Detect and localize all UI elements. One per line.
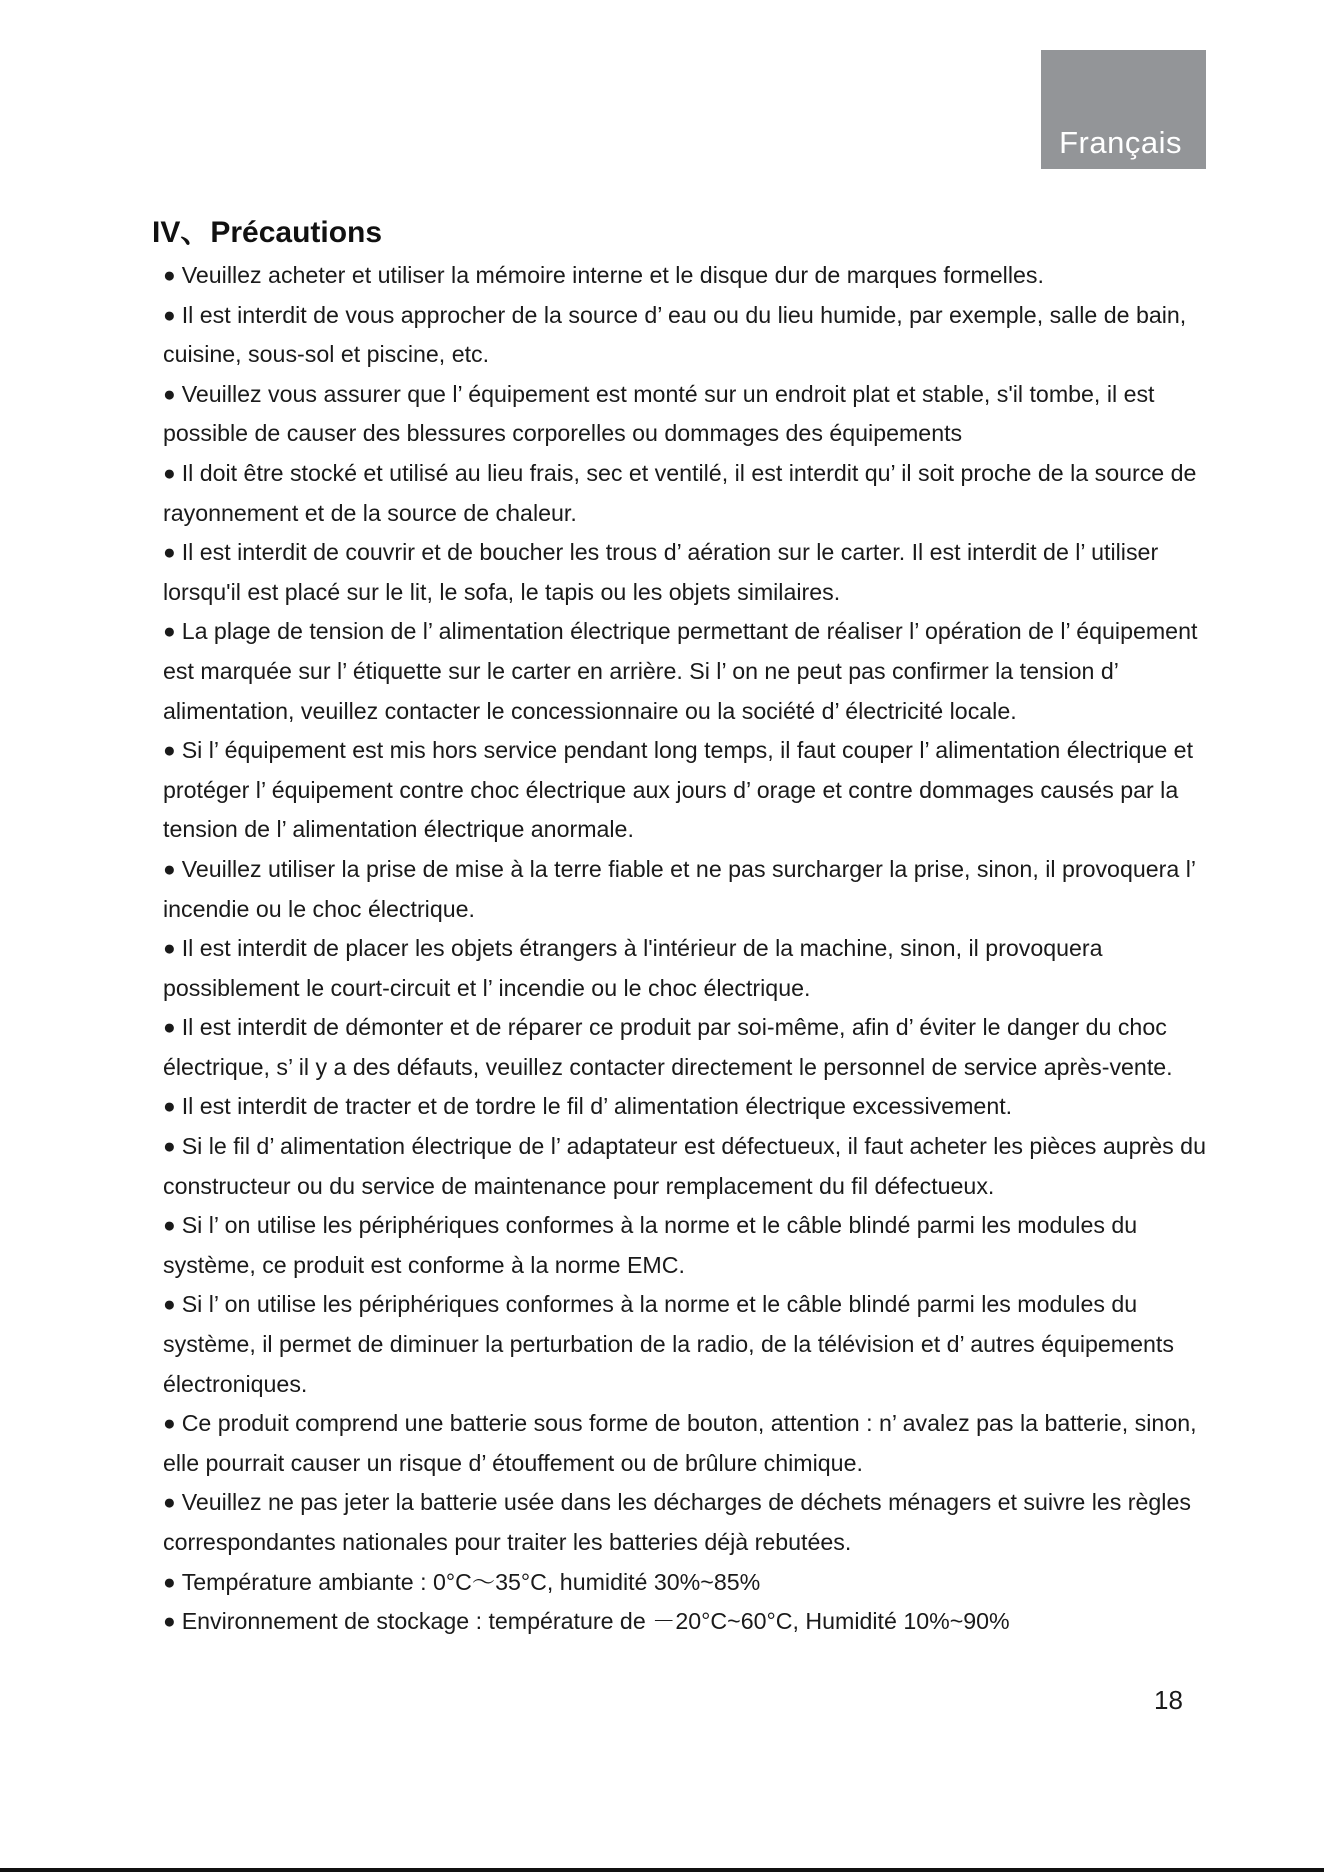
bullet-icon: ●: [163, 620, 176, 644]
precaution-item: [163, 1602, 1213, 1642]
bullet-icon: ●: [163, 1016, 176, 1040]
bullet-icon: ●: [163, 382, 176, 406]
bottom-rule: [0, 1868, 1324, 1872]
bullet-icon: ●: [163, 264, 176, 287]
precaution-item: [163, 1008, 1213, 1087]
precaution-item: [163, 1087, 1213, 1127]
precaution-item: [163, 1563, 1213, 1603]
bullet-icon: ●: [163, 303, 176, 327]
precaution-text: Température ambiante : 0°C～35°C, humidité 30%~85%: [181, 1568, 761, 1595]
section-title: IV、Précautions: [152, 216, 383, 249]
precaution-item: [163, 1483, 1213, 1562]
language-tab: [1041, 50, 1206, 169]
precaution-text: Il doit être stocké et utilisé au lieu frais, sec et ventilé, il est interdit qu’ il soit proche de la source de rayonnement et de la source de chaleur.: [163, 459, 1197, 526]
bullet-icon: ●: [163, 857, 176, 881]
bullet-icon: ●: [163, 937, 176, 961]
precaution-text: Il est interdit de tracter et de tordre le fil d’ alimentation électrique excessivement.: [181, 1093, 1013, 1120]
bullet-icon: ●: [163, 1491, 176, 1515]
precaution-item: [163, 1285, 1213, 1404]
bullet-icon: ●: [163, 541, 176, 565]
precaution-item: [163, 375, 1213, 454]
precaution-item: [163, 929, 1213, 1008]
precautions-list: [163, 256, 1213, 1642]
precaution-item: [163, 256, 1213, 296]
precaution-text: Veuillez vous assurer que l’ équipement est monté sur un endroit plat et stable, s'il tombe, il est possible de causer des blessures corporelles ou dommages des équipements: [163, 380, 1155, 447]
bullet-icon: ●: [163, 1214, 176, 1238]
precaution-item: [163, 533, 1213, 612]
precaution-text: Environnement de stockage : température de －20°C~60°C, Humidité 10%~90%: [181, 1608, 1010, 1635]
precaution-item: [163, 612, 1213, 731]
precaution-text: Si l’ équipement est mis hors service pendant long temps, il faut couper l’ alimentation électrique et protéger l’ équipement contre choc électrique aux jours d’ orage et contre dommages causés par la tension de l’ alimentation électrique anormale.: [163, 737, 1194, 843]
precaution-text: Si le fil d’ alimentation électrique de l’ adaptateur est défectueux, il faut acheter les pièces auprès du constructeur ou du service de maintenance pour remplacement du fil défectueux.: [163, 1133, 1206, 1199]
precaution-item: [163, 1127, 1213, 1206]
precaution-item: [163, 454, 1213, 533]
precaution-text: Si l’ on utilise les périphériques conformes à la norme et le câble blindé parmi les modules du système, ce produit est conforme à la norme EMC.: [163, 1212, 1138, 1278]
bullet-icon: ●: [163, 1412, 176, 1436]
precaution-text: Veuillez acheter et utiliser la mémoire interne et le disque dur de marques formelles.: [181, 262, 1044, 288]
bullet-icon: ●: [163, 461, 176, 485]
precaution-text: Ce produit comprend une batterie sous forme de bouton, attention : n’ avalez pas la batterie, sinon, elle pourrait causer un risque d’ étouffement ou de brûlure chimique.: [163, 1410, 1197, 1476]
precaution-item: [163, 1206, 1213, 1285]
language-tab-label: Français: [1059, 125, 1182, 160]
bullet-icon: ●: [163, 1610, 176, 1634]
page-number: 18: [1154, 1685, 1183, 1715]
bullet-icon: ●: [163, 1293, 176, 1317]
bullet-icon: ●: [163, 1135, 176, 1159]
precaution-text: Si l’ on utilise les périphériques conformes à la norme et le câble blindé parmi les modules du système, il permet de diminuer la perturbation de la radio, de la télévision et d’ autres équipements électroniques.: [163, 1291, 1174, 1397]
precaution-text: Il est interdit de vous approcher de la source d’ eau ou du lieu humide, par exemple, salle de bain, cuisine, sous-sol et piscine, etc.: [163, 301, 1187, 368]
bullet-icon: ●: [163, 1570, 176, 1594]
precaution-text: Il est interdit de couvrir et de boucher les trous d’ aération sur le carter. Il est interdit de l’ utiliser lorsqu'il est placé sur le lit, le sofa, le tapis ou les objets similaires.: [163, 539, 1159, 605]
precaution-item: [163, 731, 1213, 850]
bullet-icon: ●: [163, 739, 176, 763]
precaution-item: [163, 1404, 1213, 1483]
precaution-text: Il est interdit de placer les objets étrangers à l'intérieur de la machine, sinon, il provoquera possiblement le court-circuit et l’ incendie ou le choc électrique.: [163, 935, 1103, 1001]
precaution-item: [163, 850, 1213, 929]
bullet-icon: ●: [163, 1095, 176, 1119]
precaution-text: Il est interdit de démonter et de réparer ce produit par soi-même, afin d’ éviter le danger du choc électrique, s’ il y a des défauts, veuillez contacter directement le personnel de service après-vente.: [163, 1014, 1173, 1080]
precaution-text: Veuillez utiliser la prise de mise à la terre fiable et ne pas surcharger la prise, sinon, il provoquera l’ incendie ou le choc électrique.: [163, 855, 1196, 922]
precaution-item: [163, 296, 1213, 375]
precaution-text: Veuillez ne pas jeter la batterie usée dans les décharges de déchets ménagers et suivre les règles correspondantes nationales pour traiter les batteries déjà rebutées.: [163, 1489, 1191, 1555]
precaution-text: La plage de tension de l’ alimentation électrique permettant de réaliser l’ opération de l’ équipement est marquée sur l’ étiquette sur le carter en arrière. Si l’ on ne peut pas confirmer la tension d’ alimentation, veuillez contacter le concessionnaire ou la société d’ électricité locale.: [163, 618, 1198, 724]
